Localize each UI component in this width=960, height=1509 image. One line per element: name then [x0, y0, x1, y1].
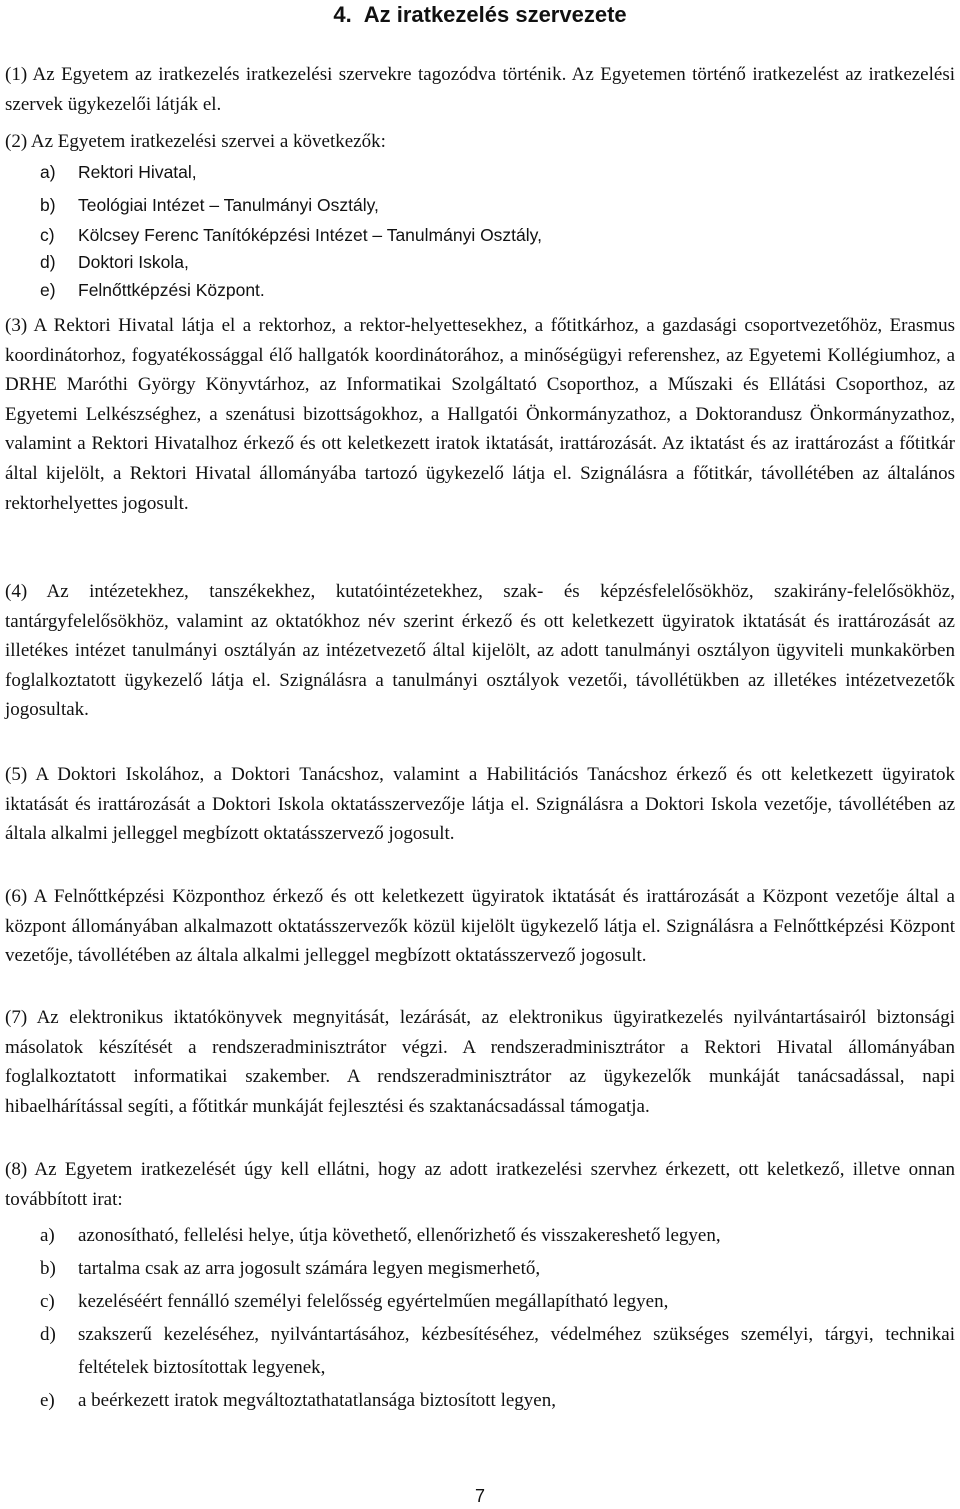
- list-item-label: e): [40, 1390, 55, 1411]
- paragraph-3: (3) A Rektori Hivatal látja el a rektorhoz, a rektor-helyettesekhez, a főtitkárhoz, a gazdasági csoportvezetőhöz, Erasmus koordinátorhoz, fogyatékossággal élő hallgatók koordinátorához, a minőségügyi referenshez, az Egyetemi Kollégiumhoz, a DRHE Maróthi György Könyvtárhoz, az Informatikai Szolgáltató Csoporthoz, a Műszaki és Ellátási Csoporthoz, az Egyetemi Lelkészséghez, a szenátusi bizottságokhoz, a Hallgatói Önkormányzathoz, a Doktorandusz Önkormányzathoz, valamint a Rektori Hivatalhoz érkező és ott keletkezett iratok iktatását, irattározását. Az iktatást és az irattározást a főtitkár által kijelölt, a Rektori Hivatal állományába tartozó ügykezelő látja el. Szignálásra a főtitkár, távollétében az általános rektorhelyettes jogosult.: [5, 315, 955, 514]
- paragraph-4: (4) Az intézetekhez, tanszékekhez, kutatóintézetekhez, szak- és képzésfelelősökhöz, szakirány-felelősökhöz, tantárgyfelelősökhöz, valamint az oktatókhoz név szerint érkező és ott keletkezett ügyiratok iktatását és irattározását az illetékes intézet tanulmányi osztályán az intézetvezető által kijelölt, az adott tanulmányi osztályon ügyviteli munkakörben foglalkoztatott ügykezelő látja el. Szignálásra a tanulmányi osztályok vezetői, távollétükben az illetékes intézetvezetők jogosultak.: [5, 581, 955, 721]
- list-item-label: e): [40, 280, 56, 300]
- list-item-label: c): [40, 1291, 55, 1312]
- paragraph-2: (2) Az Egyetem iratkezelési szervei a következők:: [5, 131, 386, 152]
- list-item-label: a): [40, 162, 56, 182]
- list-item: [40, 1318, 955, 1384]
- paragraph-7: (7) Az elektronikus iktatókönyvek megnyitását, lezárását, az elektronikus ügyiratkezelés nyilvántartásairól biztonsági másolatok készítését a rendszeradminisztrátor végzi. A rendszeradminisztrátor a Rektori Hivatal állományában foglalkoztatott informatikai szakember. A rendszeradminisztrátor az ügykezelők munkáját tanácsadással, napi hibaelhárítással segíti, a főtitkár munkáját fejlesztési és szaktanácsadással támogatja.: [5, 1007, 955, 1117]
- list-item-label: d): [40, 1324, 56, 1345]
- section-title: Az iratkezelés szervezete: [363, 2, 627, 27]
- paragraph-6: (6) A Felnőttképzési Központhoz érkező és ott keletkezett ügyiratok iktatását és irattározását a Központ vezetője által a központ állományában alkalmazott oktatásszervezők közül kijelölt ügykezelő látja el. Szignálásra a Felnőttképzési Központ vezetője, távollétében az általa alkalmi jelleggel megbízott oktatásszervező jogosult.: [5, 886, 955, 967]
- list-item-text: Felnőttképzési Központ.: [78, 280, 265, 300]
- list-item: [40, 1285, 955, 1319]
- list-item-text: azonosítható, fellelési helye, útja követhető, ellenőrizhető és visszakereshető legyen,: [78, 1225, 721, 1246]
- list-item: [40, 1252, 955, 1286]
- paragraph-8: (8) Az Egyetem iratkezelését úgy kell ellátni, hogy az adott iratkezelési szervhez érkezett, ott keletkező, illetve onnan továbbított irat:: [5, 1159, 955, 1210]
- list-item: [40, 274, 955, 308]
- list-item-label: b): [40, 1258, 56, 1279]
- section-heading: [0, 0, 960, 30]
- list-item-text: tartalma csak az arra jogosult számára legyen megismerhető,: [78, 1258, 541, 1279]
- list-item-text: a beérkezett iratok megváltoztathatatlansága biztosított legyen,: [78, 1390, 556, 1411]
- page-number: 7: [474, 1486, 485, 1506]
- list-item-text: Doktori Iskola,: [78, 252, 189, 272]
- list-item-text: kezeléséért fennálló személyi felelősség egyértelműen megállapítható legyen,: [78, 1291, 669, 1312]
- list-item-label: c): [40, 225, 55, 245]
- list-item: [40, 1384, 955, 1418]
- list-item: [40, 189, 955, 223]
- list-item-label: b): [40, 195, 56, 215]
- list-item-label: a): [40, 1225, 55, 1246]
- paragraph-1: (1) Az Egyetem az iratkezelés iratkezelési szervekre tagozódva történik. Az Egyetemen történő iratkezelést az iratkezelési szervek ügykezelői látják el.: [5, 64, 955, 115]
- list-item-text: szakszerű kezeléséhez, nyilvántartásához, kézbesítéséhez, védelméhez szükséges személyi, tárgyi, technikai feltételek biztosítottak legyenek,: [78, 1324, 955, 1378]
- list-item: [40, 156, 955, 190]
- list-item-text: Kölcsey Ferenc Tanítóképzési Intézet – Tanulmányi Osztály,: [78, 225, 542, 245]
- list-item: [40, 1219, 955, 1253]
- section-number: 4.: [333, 2, 352, 27]
- list-item-label: d): [40, 252, 56, 272]
- paragraph-5: (5) A Doktori Iskolához, a Doktori Tanácshoz, valamint a Habilitációs Tanácshoz érkező és ott keletkezett ügyiratok iktatását és irattározását a Doktori Iskola oktatásszervezője látja el. Szignálásra a Doktori Iskola vezetője, távollétében az általa alkalmi jelleggel megbízott oktatásszervező jogosult.: [5, 764, 955, 845]
- list-item-text: Teológiai Intézet – Tanulmányi Osztály,: [78, 195, 379, 215]
- list-item-text: Rektori Hivatal,: [78, 162, 197, 182]
